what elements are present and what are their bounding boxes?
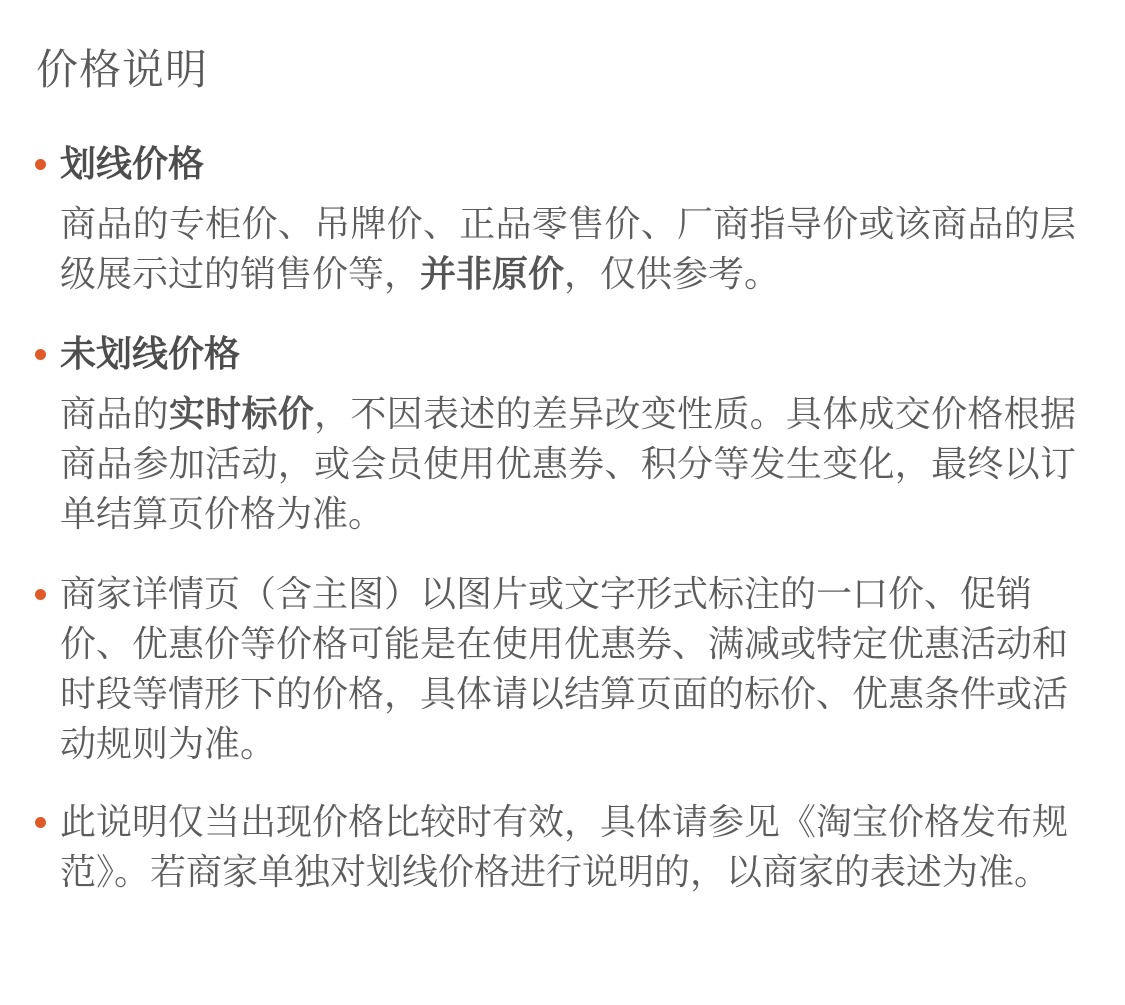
price-notice-page <box>0 45 1125 1005</box>
body-segment-emphasis: 并非原价 <box>420 253 565 294</box>
notice-item-seller-detail <box>60 569 1076 769</box>
notice-content <box>60 139 1076 897</box>
section-heading <box>60 329 1076 379</box>
section-body <box>60 389 1076 539</box>
section-heading-text: 未划线价格 <box>60 333 241 374</box>
section-body <box>60 199 1076 299</box>
section-strikethrough-price <box>60 139 1076 299</box>
bullet-dot-icon <box>35 159 46 170</box>
notice-item-applicability <box>60 797 1076 897</box>
section-heading <box>60 139 1076 189</box>
body-segment: ，仅供参考。 <box>564 253 781 294</box>
body-segment: 商品的 <box>60 393 169 434</box>
body-segment: 此说明仅当出现价格比较时有效，具体请参见《淘宝价格发布规范》。若商家单独对划线价格进行说明的，以商家的表述为准。 <box>60 801 1069 892</box>
body-segment: 商家详情页（含主图）以图片或文字形式标注的一口价、促销价、优惠价等价格可能是在使用优惠券、满减或特定优惠活动和时段等情形下的价格，具体请以结算页面的标价、优惠条件或活动规则为准。 <box>60 573 1069 764</box>
body-segment: ，不因表述的差异改变性质。具体成交价格根据商品参加活动，或会员使用优惠券、积分等发生变化，最终以订单结算页价格为准。 <box>60 393 1076 534</box>
section-non-strikethrough-price <box>60 329 1076 539</box>
page-title: 价格说明 <box>36 46 209 93</box>
section-heading-text: 划线价格 <box>60 143 205 184</box>
body-segment-emphasis: 实时标价 <box>168 393 315 434</box>
bullet-dot-icon <box>35 817 46 828</box>
bullet-dot-icon <box>35 349 46 360</box>
body-segment: 商品的专柜价、吊牌价、正品零售价、厂商指导价或该商品的层级展示过的销售价等， <box>60 203 1076 294</box>
bullet-dot-icon <box>35 589 46 600</box>
